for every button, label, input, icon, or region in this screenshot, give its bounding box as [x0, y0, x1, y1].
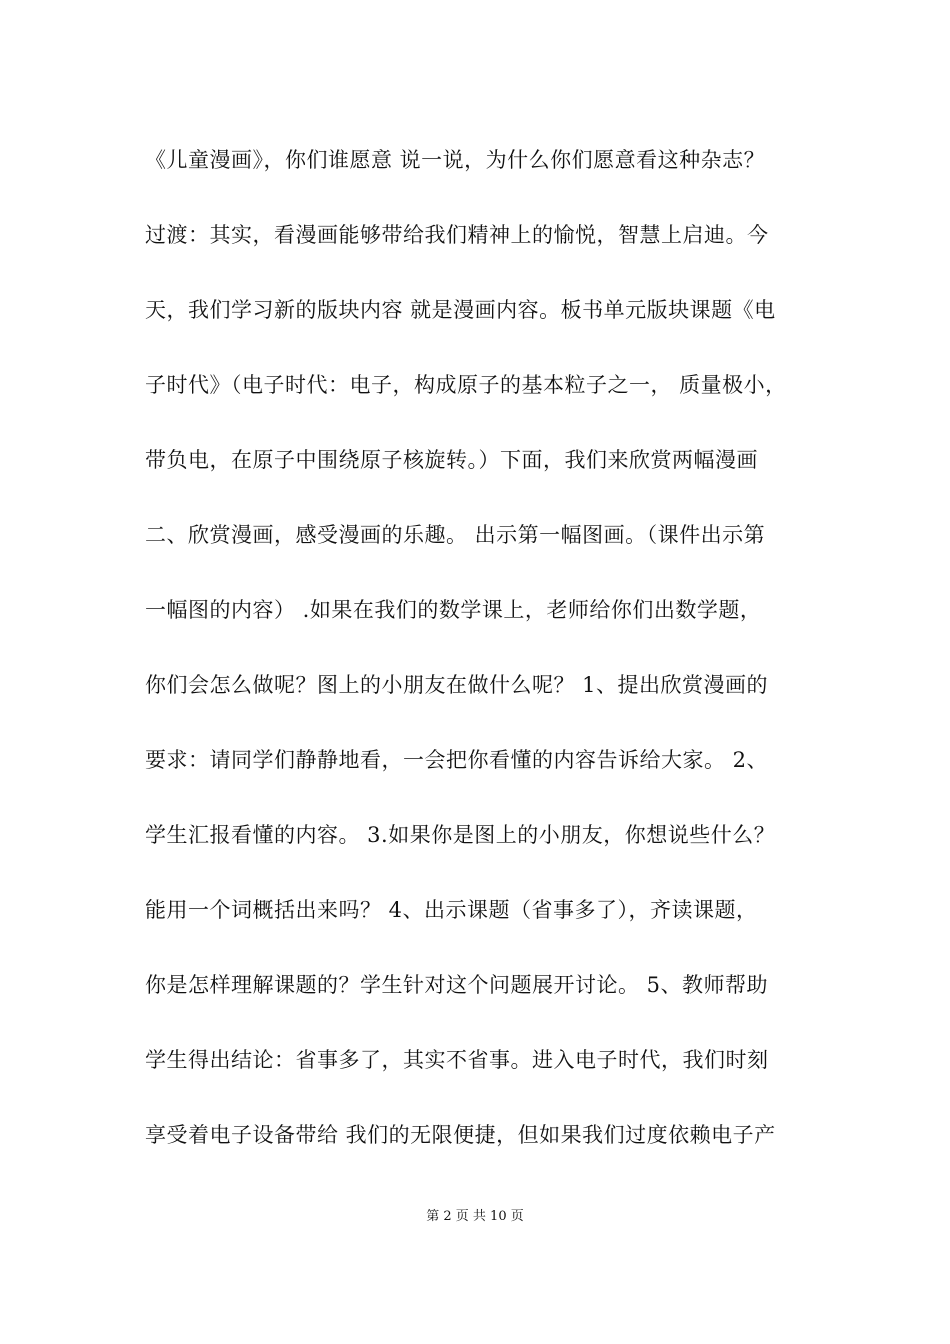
body-text [145, 130, 845, 1180]
text-line: 子时代》（电子时代：电子，构成原子的基本粒子之一， 质量极小， [145, 373, 787, 397]
text-line: 享受着电子设备带给 我们的无限便捷，但如果我们过度依赖电子产 [145, 1123, 776, 1147]
text-line: 要求：请同学们静静地看，一会把你看懂的内容告诉给大家。 2、 [145, 748, 769, 772]
text-line: 二、欣赏漫画，感受漫画的乐趣。 出示第一幅图画。（课件出示第 [145, 523, 766, 547]
text-line: 带负电，在原子中围绕原子核旋转。）下面，我们来欣赏两幅漫画 [145, 448, 758, 472]
page-footer: 第 2 页 共 10 页 [426, 1209, 524, 1224]
text-line: 过渡：其实，看漫画能够带给我们精神上的愉悦，智慧上启迪。今 [145, 223, 769, 247]
text-line: 你们会怎么做呢？图上的小朋友在做什么呢？ 1、提出欣赏漫画的 [145, 673, 769, 697]
text-line: 《儿童漫画》，你们谁愿意 说一说，为什么你们愿意看这种杂志？ [145, 148, 766, 172]
text-line: 天，我们学习新的版块内容 就是漫画内容。板书单元版块课题《电 [145, 298, 776, 322]
text-line: 你是怎样理解课题的？学生针对这个问题展开讨论。 5、教师帮助 [145, 973, 769, 997]
text-line: 学生汇报看懂的内容。 3.如果你是图上的小朋友，你想说些什么？ [145, 823, 776, 847]
text-line: 一幅图的内容） .如果在我们的数学课上，老师给你们出数学题， [145, 598, 762, 622]
text-line: 学生得出结论：省事多了，其实不省事。进入电子时代，我们时刻 [145, 1048, 769, 1072]
text-line: 能用一个词概括出来吗？ 4、出示课题（省事多了），齐读课题， [145, 898, 758, 922]
